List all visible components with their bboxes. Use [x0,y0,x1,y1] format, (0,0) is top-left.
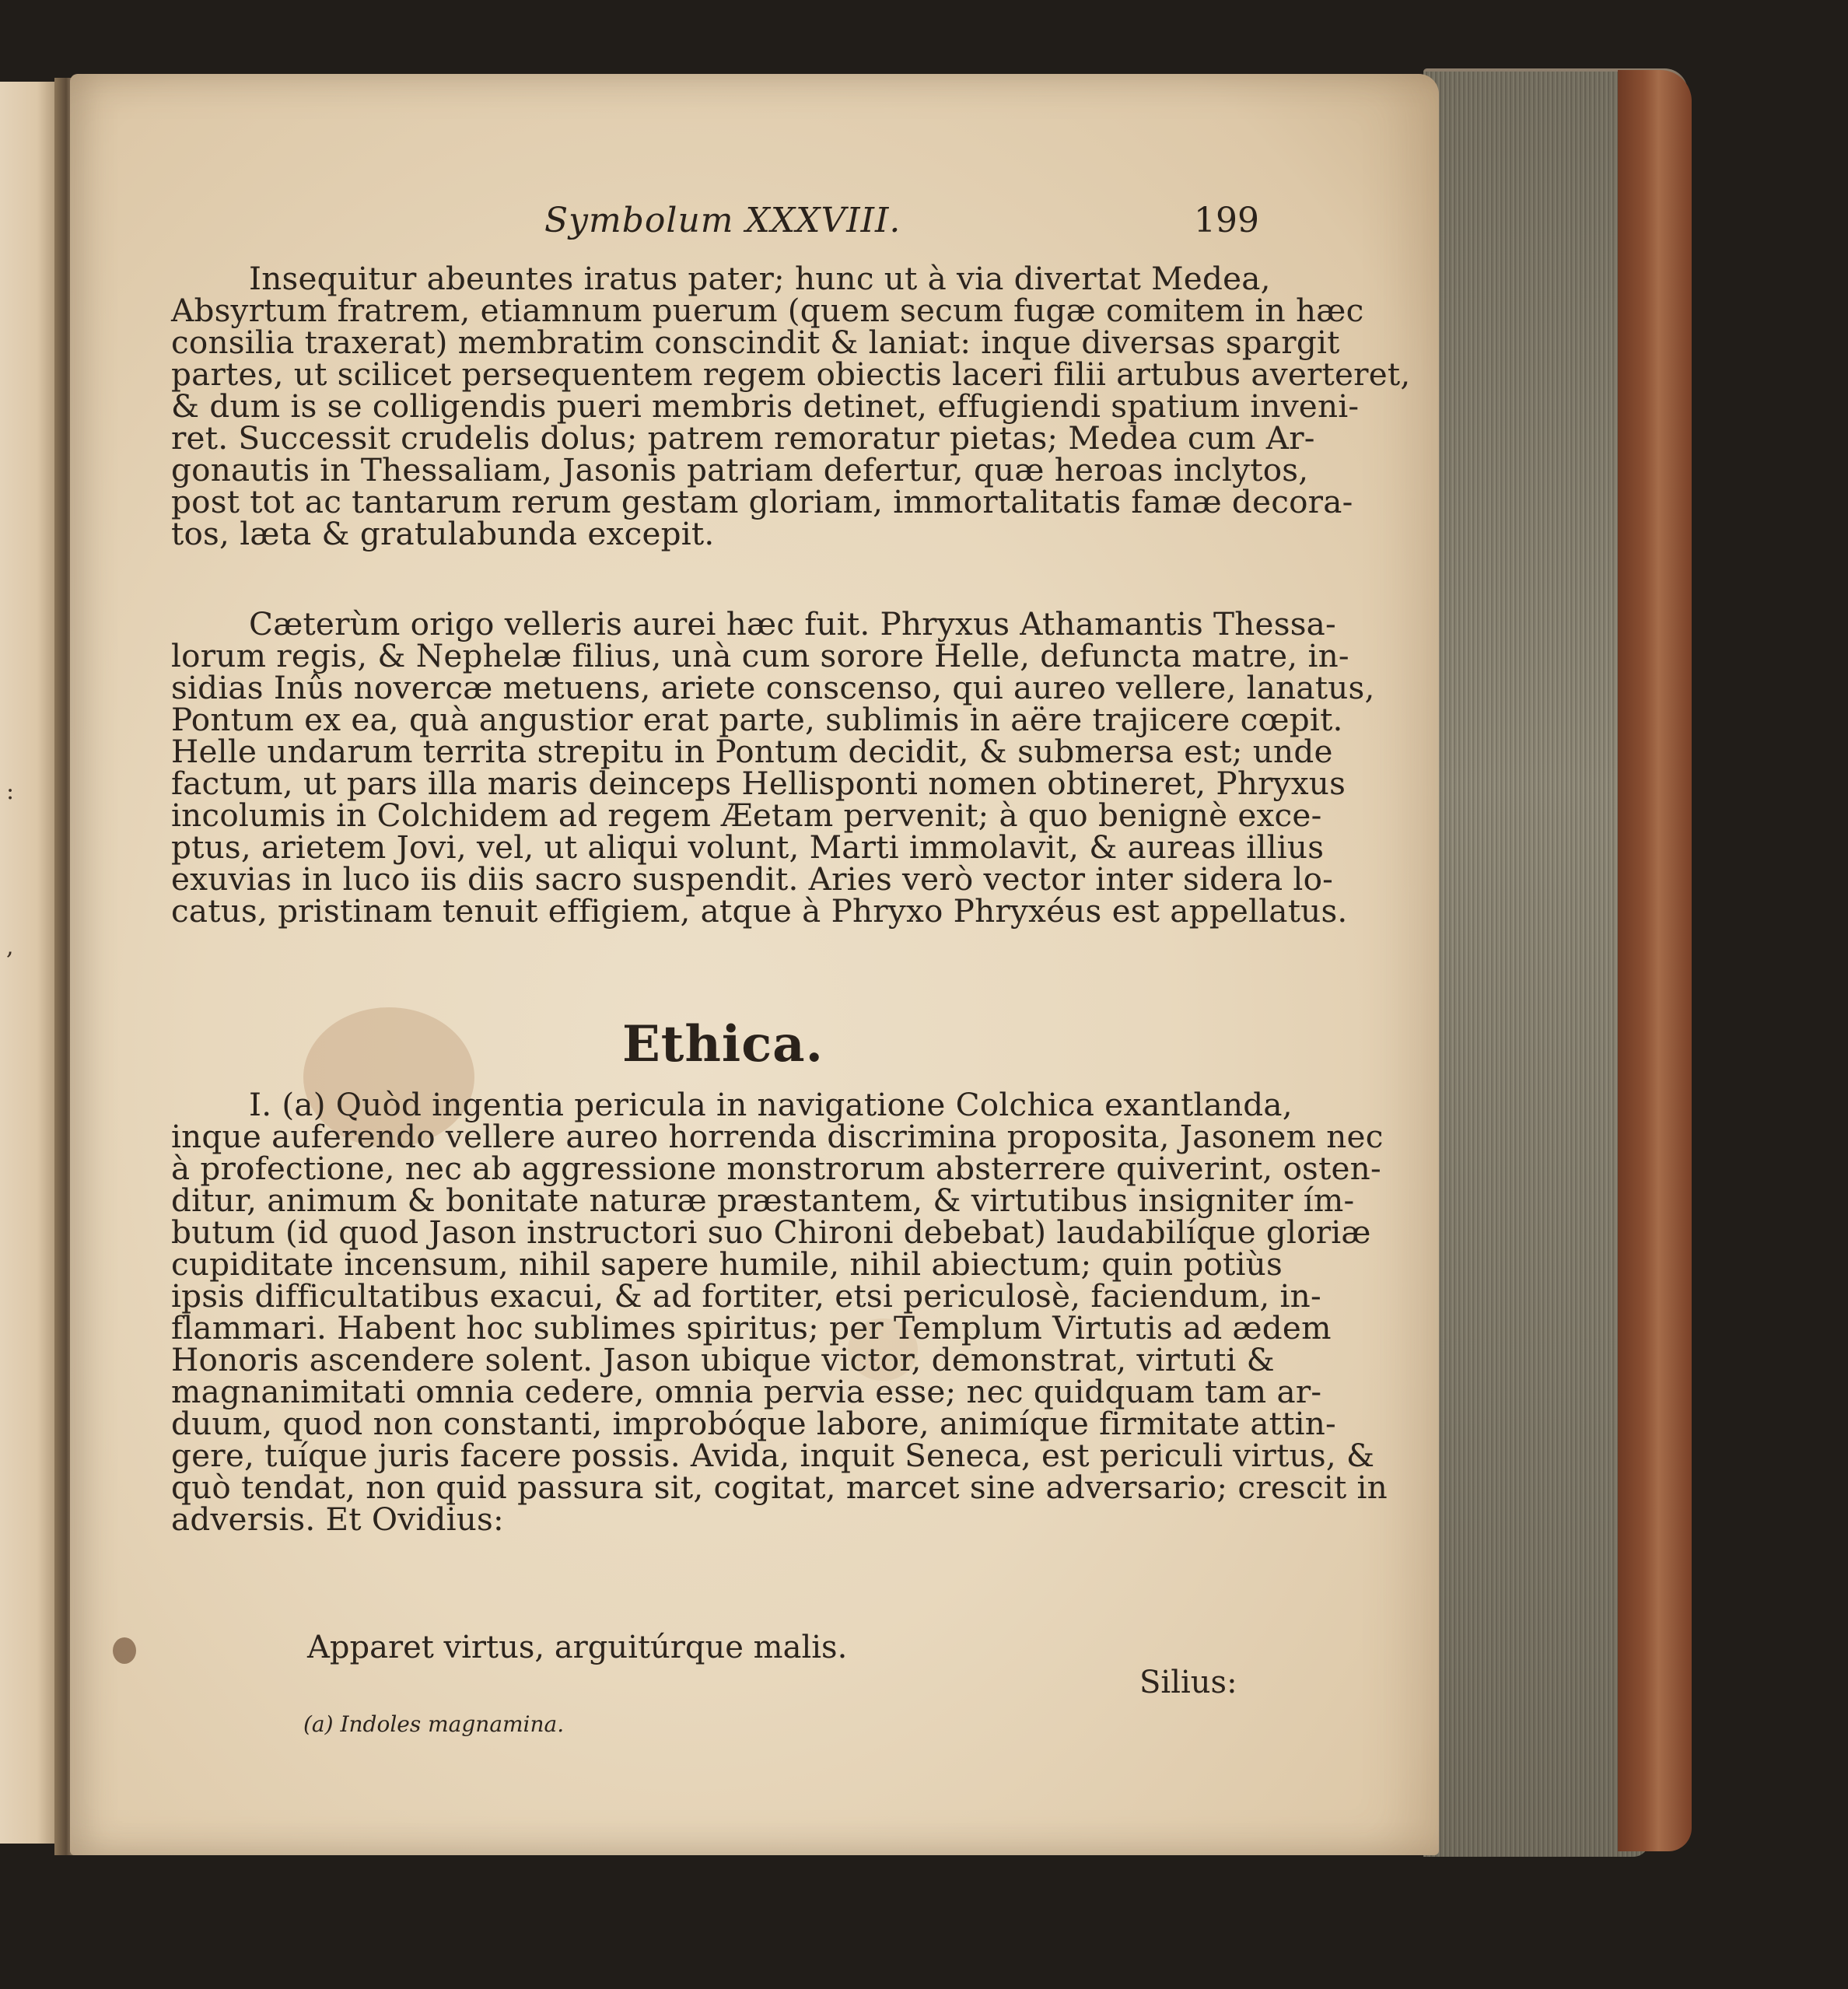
text-line: catus, pristinam tenuit effigiem, atque à Phryxo Phryxéus est appellatus. [171,892,1348,930]
facing-page-edge [0,82,62,1844]
text-line: flammari. Habent hoc sublimes spiritus; per Templum Virtutis ad ædem [171,1309,1332,1346]
text-line: Insequitur abeuntes iratus pater; hunc ut à via divertat Medea, [249,260,1271,297]
text-line: lorum regis, & Nephelæ filius, unà cum sorore Helle, defuncta matre, in- [171,637,1349,674]
text-line: consilia traxerat) membratim conscindit & laniat: inque diversas spargit [171,324,1340,361]
text-line: tos, læta & gratulabunda excepit. [171,515,715,552]
text-line: sidias Inûs novercæ metuens, ariete conscenso, qui aureo vellere, lanatus, [171,669,1375,706]
text-line: duum, quod non constanti, improbóque labore, animíque firmitate attin- [171,1405,1336,1442]
paragraph-1 [171,260,1411,552]
text-line: gere, tuíque juris facere possis. Avida, inquit Seneca, est periculi virtus, & [171,1437,1375,1474]
ink-spot [113,1637,136,1664]
text-line: Pontum ex ea, quà angustior erat parte, sublimis in aëre trajicere cœpit. [171,701,1343,738]
text-line: post tot ac tantarum rerum gestam gloriam, immortalitatis famæ decora- [171,483,1353,520]
page-number: 199 [1194,201,1259,240]
text-line: cupiditate incensum, nihil sapere humile, nihil abiectum; quin potiùs [171,1245,1283,1283]
text-line: factum, ut pars illa maris deinceps Hellisponti nomen obtineret, Phryxus [171,765,1346,802]
text-line: adversis. Et Ovidius: [171,1501,504,1538]
text-line: ipsis difficultatibus exacui, & ad fortiter, etsi periculosè, faciendum, in- [171,1277,1321,1315]
running-head-title: Symbolum XXXVIII. [544,201,901,240]
book-cover-edge [1618,70,1692,1851]
text-line: ditur, animum & bonitate naturæ præstantem, & virtutibus insigniter ím- [171,1182,1355,1219]
text-line: & dum is se colligendis pueri membris detinet, effugiendi spatium inveni- [171,387,1360,425]
text-line: Honoris ascendere solent. Jason ubique victor, demonstrat, virtuti & [171,1341,1275,1378]
paragraph-2 [171,605,1375,930]
text-line: partes, ut scilicet persequentem regem obiectis laceri filii artubus averteret, [171,355,1411,393]
text-line: Cæterùm origo velleris aurei hæc fuit. Phryxus Athamantis Thessa- [249,605,1336,643]
text-line: inque auferendo vellere aureo horrenda discrimina proposita, Jasonem nec [171,1118,1384,1155]
text-line: Helle undarum territa strepitu in Pontum decidit, & submersa est; unde [171,733,1333,770]
footnote: (a) Indoles magnamina. [303,1711,565,1737]
text-line: gonautis in Thessaliam, Jasonis patriam defertur, quæ heroas inclytos, [171,451,1309,488]
text-line: ret. Successit crudelis dolus; patrem remoratur pietas; Medea cum Ar- [171,419,1315,457]
text-line: ptus, arietem Jovi, vel, ut aliqui volunt, Marti immolavit, & aureas illius [171,828,1325,866]
facing-page-text-fragment: : [6,778,15,805]
section-heading: Ethica. [622,1015,824,1073]
text-line: exuvias in luco iis diis sacro suspendit. Aries verò vector inter sidera lo- [171,860,1334,898]
paragraph-3 [171,1086,1388,1538]
text-line: à profectione, nec ab aggressione monstrorum absterrere quiverint, osten- [171,1150,1381,1187]
facing-page-text-fragment: , [6,933,14,961]
text-line: Absyrtum fratrem, etiamnum puerum (quem secum fugæ comitem in hæc [171,292,1364,329]
text-line: I. (a) Quòd ingentia pericula in navigatione Colchica exantlanda, [249,1086,1293,1123]
text-line: magnanimitati omnia cedere, omnia pervia esse; nec quidquam tam ar- [171,1373,1322,1410]
catchword: Silius: [1139,1665,1237,1700]
page-block-shading [1423,72,1649,1857]
verse-quotation: Apparet virtus, arguitúrque malis. [307,1630,848,1665]
text-line: butum (id quod Jason instructori suo Chironi debebat) laudabilíque gloriæ [171,1213,1371,1251]
text-line: incolumis in Colchidem ad regem Æetam pervenit; à quo benignè exce- [171,797,1322,834]
text-line: quò tendat, non quid passura sit, cogitat, marcet sine adversario; crescit in [171,1469,1388,1506]
